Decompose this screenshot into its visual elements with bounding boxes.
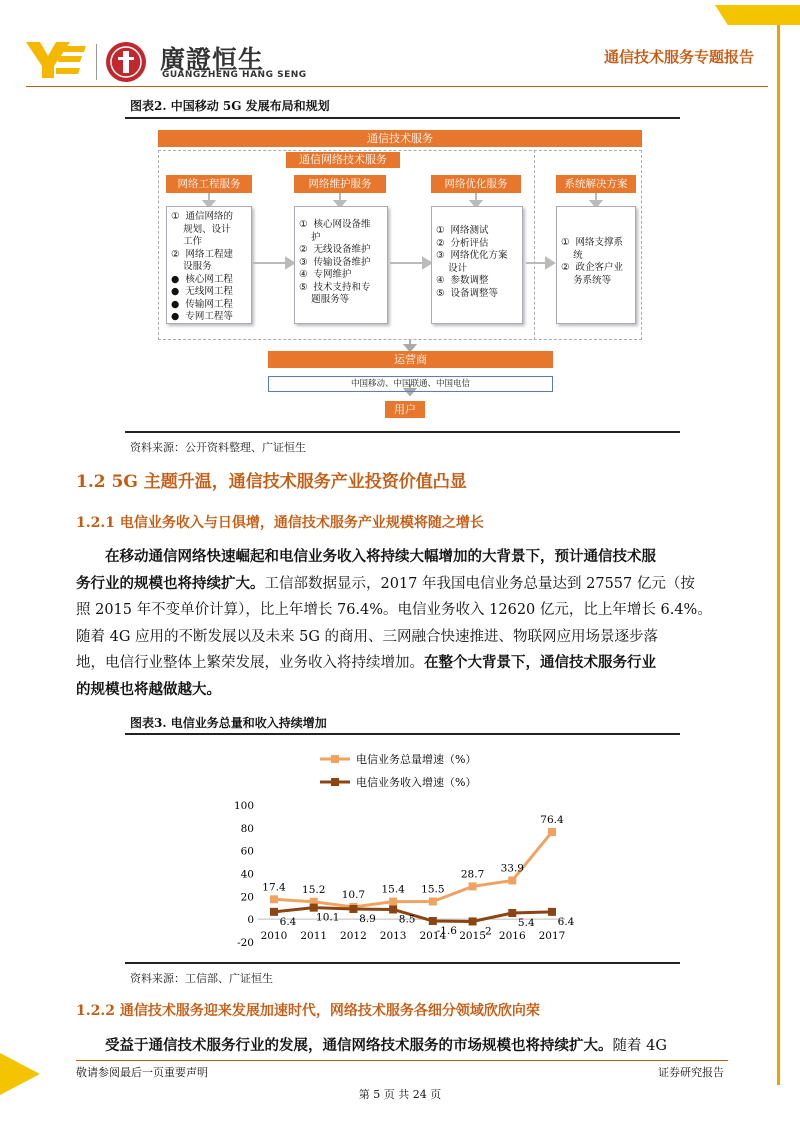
bold-text: 的规模也将越做越大。	[76, 680, 221, 698]
data-label-total: 17.4	[262, 881, 286, 894]
para-line	[76, 624, 728, 651]
operator-bar: 运营商	[268, 351, 553, 368]
data-point	[508, 909, 516, 917]
data-point	[429, 897, 437, 905]
section-1-2-1-paragraph	[76, 544, 728, 703]
data-label-total: 33.9	[500, 862, 524, 875]
legend-marker-income	[331, 778, 339, 786]
logo-seal	[106, 42, 146, 82]
data-label-income: 8.5	[398, 913, 416, 926]
column-head-optimization: 网络优化服务	[431, 175, 521, 193]
x-tick-label: 2015	[459, 930, 486, 942]
x-tick-label: 2014	[419, 930, 447, 942]
figure2-top-rule	[125, 117, 680, 119]
box-line: ● 无线网工程	[171, 286, 233, 297]
bold-text: 在整个大背景下，通信技术服务行业	[424, 654, 656, 671]
normal-text: 照 2015 年不变单价计算），比上年增长 76.4%。电信业务收入 12620 亿元，比上年增长 6.4%。	[76, 602, 712, 618]
x-tick-label: 2011	[300, 930, 328, 942]
legend-label-total: 电信业务总量增速（%）	[356, 753, 477, 766]
box-line: ● 传输网工程	[171, 298, 233, 310]
footer-disclaimer: 敬请参阅最后一页重要声明	[76, 1066, 208, 1079]
chart-x-axis	[261, 930, 566, 942]
y-tick-label: -20	[237, 937, 254, 949]
normal-text: 随着 4G	[612, 1038, 667, 1054]
data-point	[349, 905, 357, 913]
box-line: ③ 网络优化方案	[436, 250, 508, 261]
box-line: ① 核心网设备维	[299, 219, 371, 230]
data-point	[389, 905, 397, 913]
data-label-income: 6.4	[279, 915, 297, 928]
column-box-solutions	[556, 206, 636, 324]
y-tick-label: 40	[240, 868, 254, 881]
data-label-total: 15.4	[381, 883, 405, 896]
box-line: ③ 传输设备维护	[299, 256, 371, 268]
box-line: ② 政企客户业	[561, 262, 624, 273]
x-tick-label: 2013	[379, 930, 407, 942]
para-line	[76, 677, 728, 704]
logo-chinese-name: 廣證恒生	[160, 45, 265, 74]
brand-logo-icon	[26, 42, 86, 78]
para-line	[76, 597, 728, 624]
data-point	[469, 882, 477, 890]
footer-rule	[76, 1060, 728, 1061]
data-point	[508, 876, 516, 884]
legend-marker-total	[331, 755, 339, 763]
figure2-source: 资料来源：公开资料整理、广证恒生	[130, 441, 306, 454]
column-head-engineering: 网络工程服务	[166, 175, 252, 193]
logo-mark	[26, 42, 86, 78]
y-tick-label: 0	[247, 914, 254, 927]
y-tick-label: 80	[240, 822, 254, 835]
report-type-title: 通信技术服务专题报告	[603, 48, 754, 66]
figure2-title: 图表2. 中国移动 5G 发展布局和规划	[130, 99, 330, 113]
box-line: 工作	[171, 236, 203, 247]
y-tick-label: 20	[240, 891, 254, 904]
data-label-income: 10.1	[316, 911, 340, 924]
data-label-total: 10.7	[341, 888, 366, 901]
para-line	[76, 1033, 728, 1060]
user-bar: 用户	[385, 401, 425, 418]
chart-legend	[320, 752, 476, 789]
box-line: 设计	[436, 262, 468, 274]
para-line	[76, 544, 728, 571]
operator-names: 中国移动、中国联通、中国电信	[350, 379, 470, 389]
page-number: 第 5 页 共 24 页	[358, 1088, 442, 1101]
footer-report-label: 证券研究报告	[658, 1066, 724, 1079]
data-label-income: 8.9	[359, 913, 376, 926]
box-line: ② 分析评估	[436, 237, 489, 249]
seal-icon	[106, 42, 146, 82]
data-point	[548, 908, 556, 916]
box-line: ① 网络支撑系	[561, 237, 624, 248]
bold-text: 在移动通信网络快速崛起和电信业务收入将持续大幅增加的大背景下，预计通信技术服	[105, 548, 656, 565]
column-box-optimization	[431, 206, 523, 324]
column-box-engineering	[166, 206, 252, 324]
legend-label-income: 电信业务收入增速（%）	[356, 776, 477, 789]
box-line: ② 无线设备维护	[299, 244, 371, 255]
data-point	[270, 895, 278, 903]
box-line: ④ 参数调整	[436, 275, 489, 286]
box-line: 设服务	[171, 261, 212, 272]
data-point	[389, 898, 397, 906]
data-label-income: 6.4	[557, 915, 575, 928]
box-line: 题服务等	[299, 294, 350, 305]
section-1-2-2-paragraph	[76, 1033, 728, 1060]
figure3-bottom-rule	[125, 962, 680, 964]
data-label-total: 28.7	[460, 868, 485, 881]
data-point	[270, 908, 278, 916]
data-label-income: -2	[481, 925, 492, 938]
y-tick-label: 60	[240, 845, 254, 858]
figure3-source: 资料来源：工信部、广证恒生	[130, 972, 273, 985]
box-line: ● 专网工程等	[171, 311, 233, 322]
logo-divider	[96, 44, 97, 80]
x-tick-label: 2017	[538, 930, 566, 942]
data-label-total: 76.4	[540, 813, 564, 826]
x-tick-label: 2012	[340, 930, 367, 942]
data-point	[469, 917, 477, 925]
box-line: ④ 专网维护	[299, 269, 352, 280]
normal-text: 随着 4G 应用的不断发展以及未来 5G 的商用、三网融合快速推进、物联网应用场景逐步落	[76, 628, 659, 645]
right-edge-bar	[777, 25, 780, 1085]
column-box-maintenance	[294, 206, 388, 324]
data-label-total: 15.5	[421, 883, 445, 896]
box-line: ② 网络工程建	[171, 248, 234, 260]
para-line	[76, 571, 728, 598]
normal-text: 工信部数据显示，2017 年我国电信业务总量达到 27557 亿元（按	[264, 575, 695, 592]
box-line: 护	[299, 231, 321, 243]
data-label-total: 15.2	[302, 883, 326, 896]
box-line: ⑤ 设备调整等	[436, 287, 499, 299]
bold-text: 受益于通信技术服务行业的发展，通信网络技术服务的市场规模也将持续扩大。	[105, 1037, 613, 1054]
figure3-title: 图表3. 电信业务总量和收入持续增加	[130, 716, 327, 730]
figure2-top-bar: 通信技术服务	[158, 130, 642, 147]
data-label-income: -1.6	[436, 924, 457, 937]
box-line: ① 网络测试	[436, 225, 489, 236]
section-1-2-heading: 1.2 5G 主题升温，通信技术服务产业投资价值凸显	[76, 472, 467, 492]
header-rule	[26, 86, 768, 87]
figure2-bottom-rule	[125, 431, 680, 433]
logo-english-name: GUANGZHENG HANG SENG	[162, 70, 307, 80]
y-tick-label: 100	[233, 800, 254, 812]
section-1-2-1-heading: 1.2.1 电信业务收入与日俱增，通信技术服务产业规模将随之增长	[76, 515, 484, 531]
box-line: 统	[561, 249, 583, 261]
figure3-top-rule	[125, 733, 680, 735]
x-tick-label: 2010	[260, 930, 288, 942]
para-line	[76, 650, 728, 677]
figure2-sub-bar: 通信网络技术服务	[286, 152, 400, 168]
data-point	[548, 828, 556, 836]
operator-names-box	[268, 376, 553, 392]
telecom-growth-chart	[220, 740, 590, 955]
data-point	[310, 904, 318, 912]
data-point	[429, 917, 437, 925]
x-tick-label: 2016	[498, 930, 526, 942]
box-line: 规划、设计	[171, 223, 231, 235]
corner-decoration-top	[715, 5, 800, 25]
box-line: ⑤ 技术支持和专	[299, 281, 371, 293]
section-1-2-2-heading: 1.2.2 通信技术服务迎来发展加速时代，网络技术服务各细分领域欣欣向荣	[76, 1003, 540, 1019]
bold-text: 务行业的规模也将持续扩大。	[76, 574, 265, 592]
box-line: ① 通信网络的	[171, 211, 234, 222]
data-label-income: 5.4	[517, 917, 535, 930]
box-line: ● 核心网工程	[171, 273, 233, 285]
column-head-solutions: 系统解决方案	[556, 175, 636, 193]
column-head-maintenance: 网络维护服务	[294, 175, 386, 193]
chart-series	[270, 828, 556, 926]
box-line: 务系统等	[561, 274, 612, 286]
normal-text: 地，电信行业整体上繁荣发展，业务收入将持续增加。	[76, 655, 424, 671]
